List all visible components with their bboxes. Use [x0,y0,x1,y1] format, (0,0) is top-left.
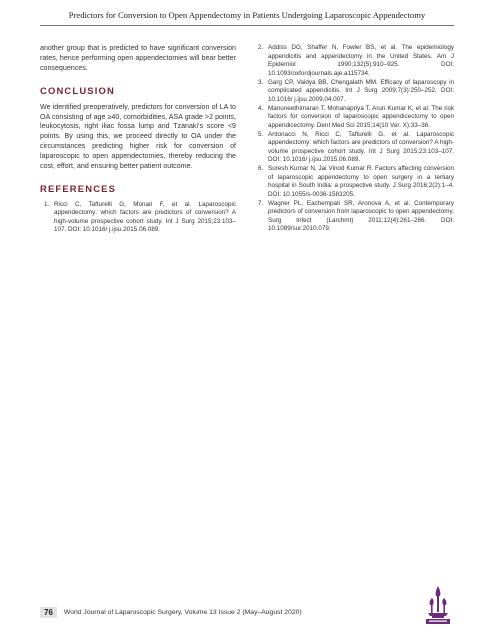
reference-number: 5. [258,130,264,138]
reference-number: 4. [258,104,264,112]
reference-item [258,105,454,131]
reference-text: Garg CP, Vaidya BB, Chengalath MM. Efficacy of laparoscopy in complicated appendicitis. Int J Surg 2009;7(3):250–252. DOI: 10.1016/ j.ijsu.2009.04.007. [268,78,454,103]
reference-number: 3. [258,78,264,86]
page-footer [40,606,302,618]
conclusion-paragraph: We identified preoperatively, predictors for conversion of LA to OA consisting of age ≥40, comorbidities, ASA grade >2 points, leukocytosis, right iliac fossa lump and Tzanaki’s score <9 points. By using this, we proceed directly to OA under the circumstances predicting higher risk for conversion of laparoscopic to open appendectomies, thereby reducing the cost, effort, and ensuring better patient outcome. [40,102,236,171]
reference-text: Addiss DG, Shaffer N, Fowler BS, et al. The epidemiology appendicitis and appendectomy in the United States. Am J Epidemiol 1990;132(5):910–925. DOI: 10.1093/oxfordjournals.aje.a115734. [268,44,454,77]
reference-item [40,201,236,235]
references-heading: REFERENCES [40,182,117,194]
reference-item [258,131,454,165]
header-rule [40,25,454,26]
jaypee-logo-icon [423,584,453,626]
reference-text: Manuneethimaran T, Mohanapriya T, Arun Kumar K, et al. The risk factors for conversion of laparoscopic appendicectomy to open appendicectomy. Dent Med Sci 2015;14(10 Ver. X):33–36. [268,104,454,129]
reference-text: Wagner PL, Eachempati SR, Aronova A, et al. Contemporary predictors of conversion from laparoscopic to open appendectomy. Surg Infect (Larchmt) 2011;12(4):261–266. DOI: 10.1089/sur.2010.079. [268,199,454,232]
reference-item [258,79,454,105]
reference-number: 2. [258,44,264,51]
reference-item [258,44,454,78]
reference-text: Suresh Kumar N, Jai Vinod Kumar R. Factors affecting conversion of laparoscopic appendectomy to open surgery in a tertiary hospital in South India: a prospective study. J Surg 2016;2(2):1–4. DOI: 10.1055/s-0036-1583205. [268,165,454,198]
intro-paragraph: another group that is predicted to have significant conversion rates, hence performing open appendectomies will bear better consequences. [40,44,236,72]
reference-number: 6. [258,165,264,172]
reference-text: Ricci C, Tafturelli G, Monari F, et al. Laparoscopic appendectomy: which factors are predictors of conversion? A high-volume prospective cohort study. Int J Surg 2015;23:103–107. DOI: 10.1016/ j.ijsu.2015.06.089. [54,200,236,234]
reference-item [258,200,454,234]
journal-citation: World Journal of Laparoscopic Surgery, Volume 13 Issue 2 (May–August 2020) [63,608,302,616]
reference-number: 7. [258,199,264,207]
page-number: 76 [40,607,57,618]
reference-list-right [258,44,454,234]
left-column [40,44,236,235]
right-column [258,44,454,234]
reference-number: 1. [44,200,50,208]
reference-text: Antonacci N, Ricci C, Tafturelli G, et al. Laparoscopic appendectomy: which factors are predictors of conversion? A high-volume prospective cohort study. Int J Surg 2015;23:103–107. DOI: 10.1016/ j.ijsu.2015.06.089. [268,130,454,163]
running-header: Predictors for Conversion to Open Appendectomy in Patients Undergoing Laparoscopic Appendectomy [68,10,426,20]
reference-item [258,165,454,199]
reference-list-left [40,201,236,235]
conclusion-heading: CONCLUSION [40,84,116,96]
